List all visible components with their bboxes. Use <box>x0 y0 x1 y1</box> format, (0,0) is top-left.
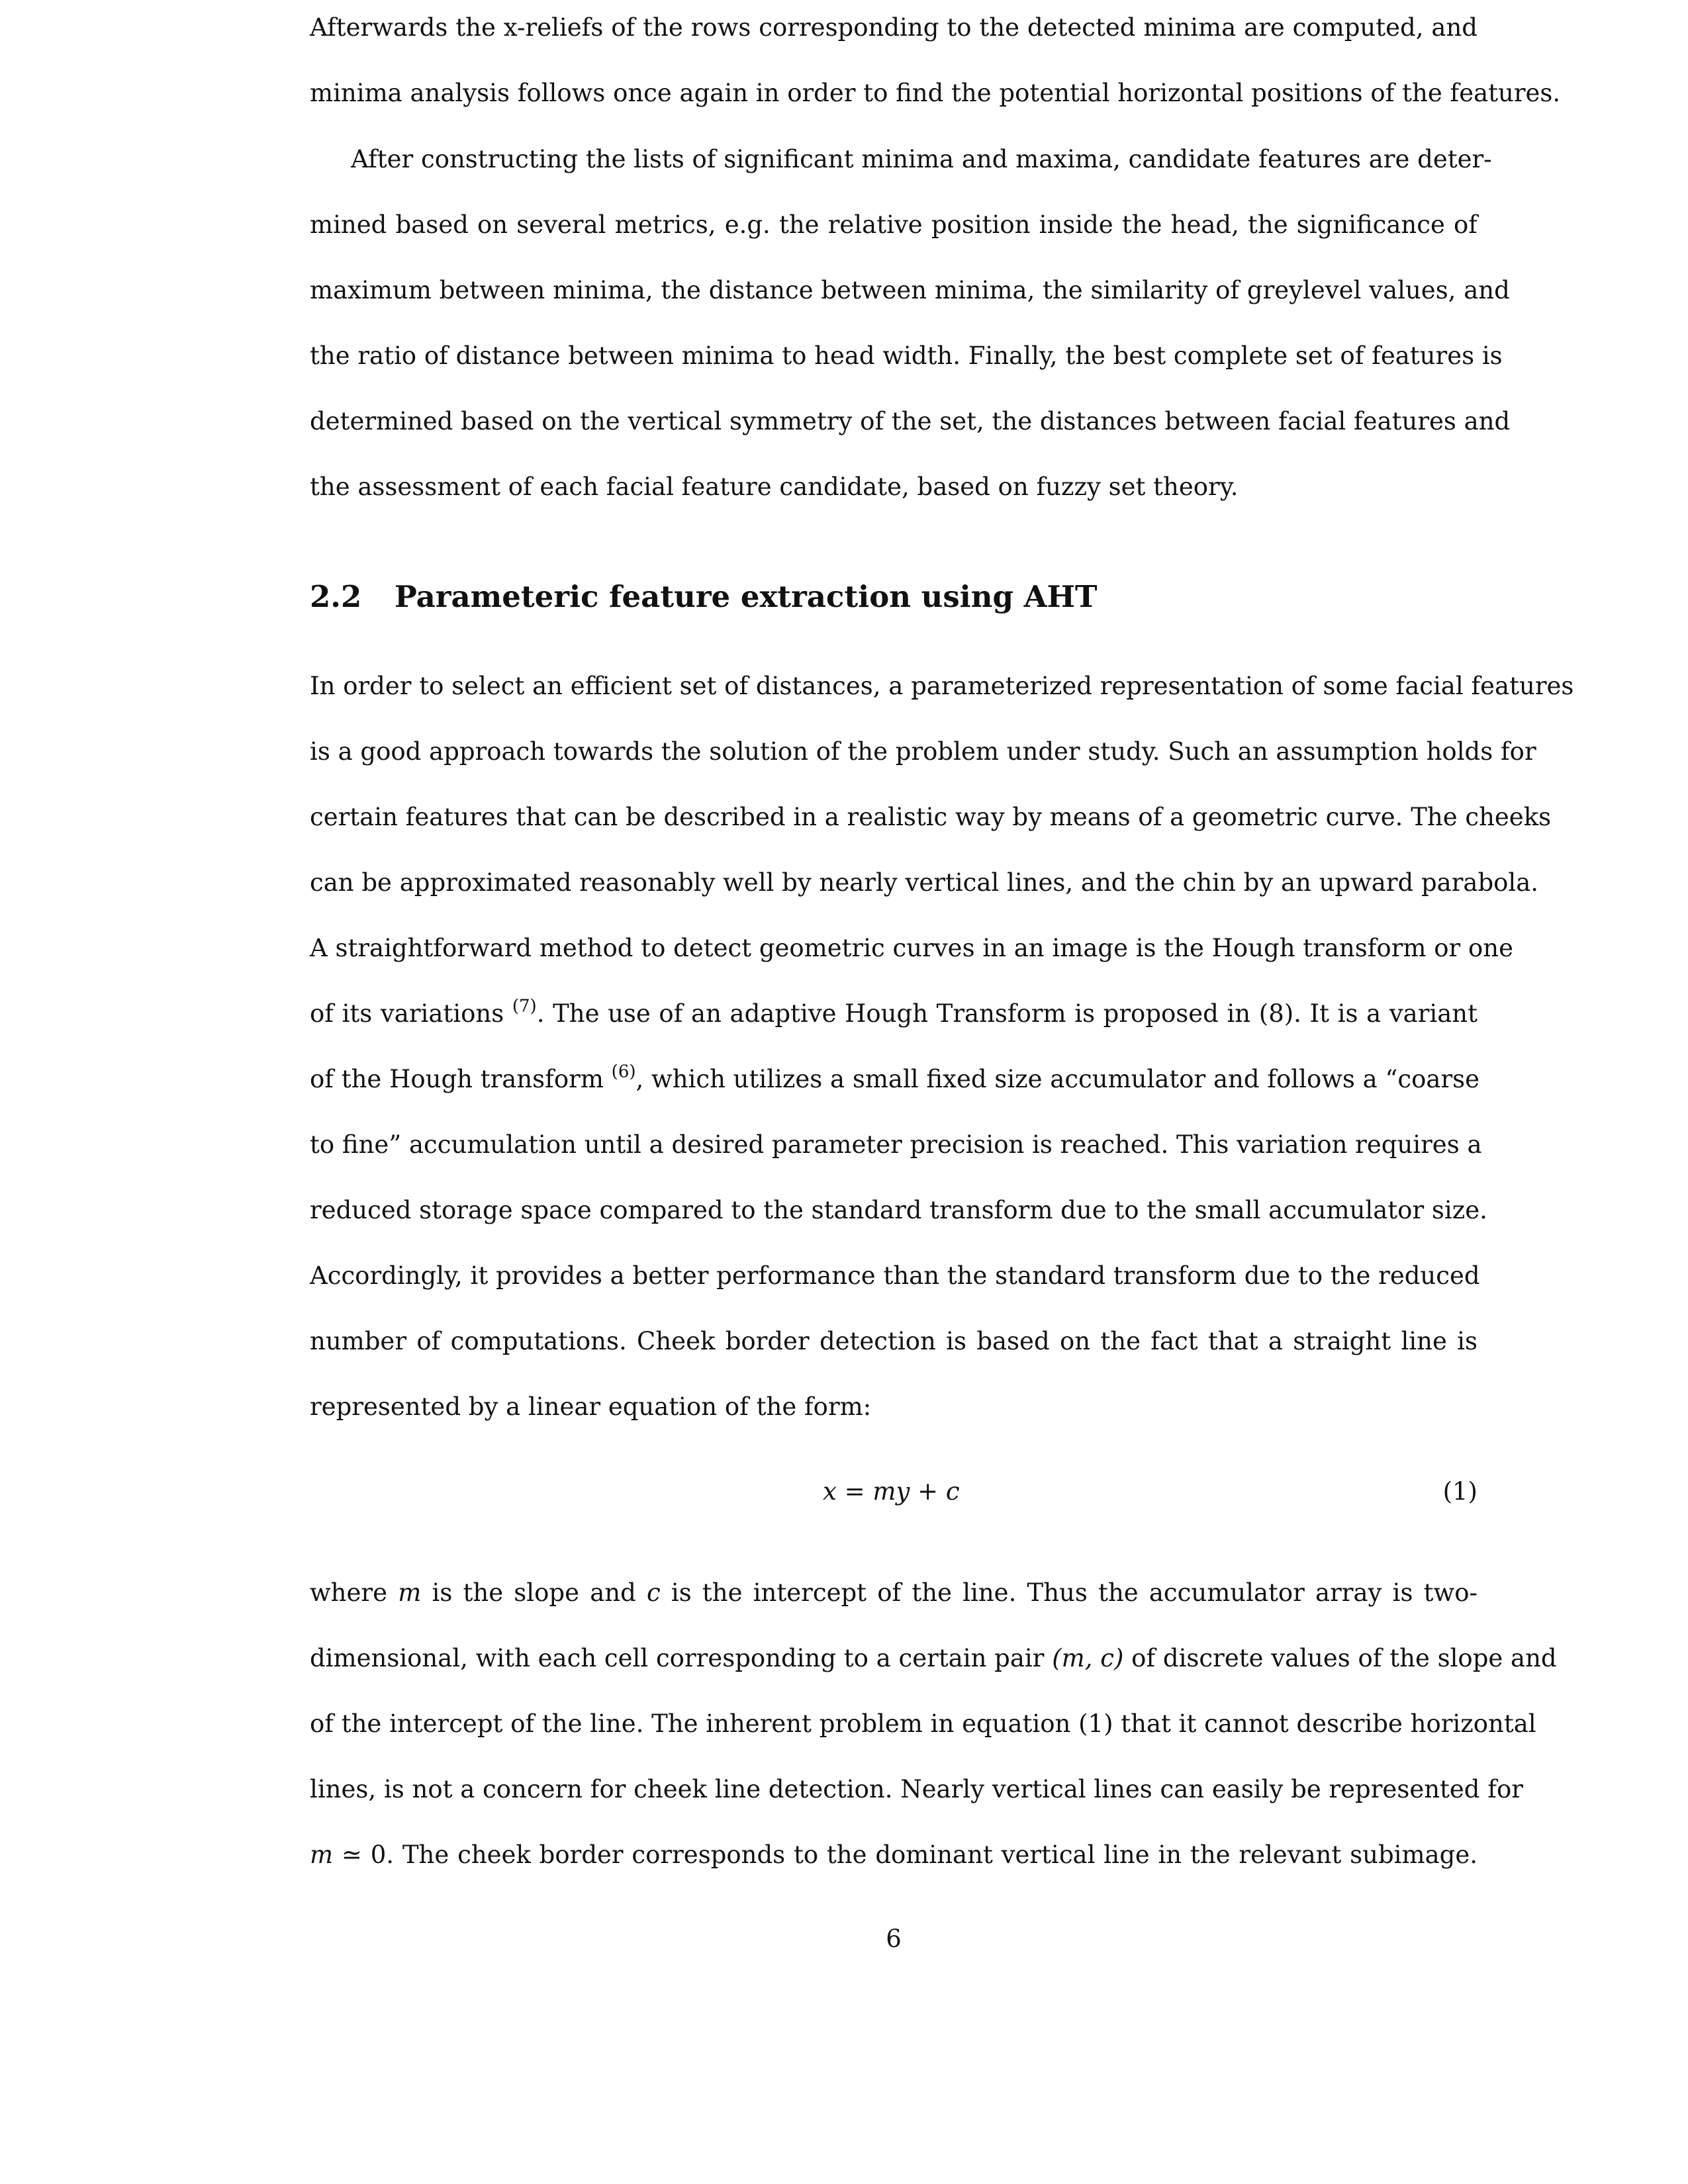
text-line-with-citation <box>310 1046 1480 1112</box>
math-variable: m <box>398 1578 422 1607</box>
text-fragment: is the slope and <box>421 1578 647 1607</box>
text-line: After constructing the lists of significant minima and maxima, candidate features are deter- <box>351 145 1492 173</box>
text-line: number of computations. Cheek border detection is based on the fact that a straight line is <box>310 1327 1477 1355</box>
citation-ref: (7) <box>512 996 537 1017</box>
text-line: the ratio of distance between minima to head width. Finally, the best complete set of features is <box>310 341 1503 370</box>
text-line-with-citation <box>310 981 1477 1046</box>
paragraph-minima-analysis <box>310 0 1561 126</box>
text-fragment: of its variations <box>310 999 512 1028</box>
text-line: can be approximated reasonably well by nearly vertical lines, and the chin by an upward parabola. <box>310 868 1539 897</box>
text-line: determined based on the vertical symmetry of the set, the distances between facial features and <box>310 407 1511 435</box>
section-heading <box>310 577 1098 617</box>
text-fragment: dimensional, with each cell corresponding to a certain pair <box>310 1644 1053 1672</box>
math-pair: (m, c) <box>1052 1644 1124 1672</box>
text-line: A straightforward method to detect geometric curves in an image is the Hough transform or one <box>310 934 1513 962</box>
text-line: mined based on several metrics, e.g. the relative position inside the head, the significance of <box>310 210 1477 239</box>
paragraph-candidate-features <box>310 126 1511 520</box>
text-line: minima analysis follows once again in order to find the potential horizontal positions of the features. <box>310 79 1561 107</box>
paragraph-accumulator <box>310 1560 1557 1888</box>
text-line <box>310 1625 1557 1691</box>
equation-number: (1) <box>1442 1477 1477 1506</box>
section-title: Parameteric feature extraction using AHT <box>395 579 1098 614</box>
text-line: to fine” accumulation until a desired parameter precision is reached. This variation requires a <box>310 1130 1482 1159</box>
citation-ref: (6) <box>611 1062 636 1082</box>
text-line <box>310 1822 1477 1888</box>
page-number: 6 <box>886 1925 902 1953</box>
math-variable: c <box>646 1578 661 1607</box>
text-fragment: of the Hough transform <box>310 1065 612 1093</box>
text-line <box>310 1560 1477 1625</box>
text-fragment: is the intercept of the line. Thus the accumulator array is two- <box>660 1578 1477 1607</box>
text-line: of the intercept of the line. The inherent problem in equation (1) that it cannot describe horizontal <box>310 1709 1536 1738</box>
section-number: 2.2 <box>310 579 362 614</box>
text-line: Accordingly, it provides a better performance than the standard transform due to the reduced <box>310 1261 1480 1290</box>
text-fragment: ≃ 0. The cheek border corresponds to the dominant vertical line in the relevant subimage. <box>333 1841 1477 1869</box>
text-line: reduced storage space compared to the standard transform due to the small accumulator size. <box>310 1196 1487 1224</box>
text-line: is a good approach towards the solution of the problem under study. Such an assumption holds for <box>310 737 1536 766</box>
paragraph-hough-transform <box>310 653 1574 1439</box>
text-fragment: where <box>310 1578 399 1607</box>
text-line: Afterwards the x-reliefs of the rows corresponding to the detected minima are computed, and <box>310 13 1477 42</box>
text-line: represented by a linear equation of the form: <box>310 1392 872 1421</box>
math-variable: m <box>310 1841 334 1869</box>
text-fragment: , which utilizes a small fixed size accumulator and follows a “coarse <box>635 1065 1480 1093</box>
text-line: maximum between minima, the distance between minima, the similarity of greylevel values, and <box>310 276 1510 304</box>
text-line: lines, is not a concern for cheek line detection. Nearly vertical lines can easily be represented for <box>310 1775 1523 1803</box>
text-line: In order to select an efficient set of distances, a parameterized representation of some facial features <box>310 672 1574 700</box>
text-line: certain features that can be described in a realistic way by means of a geometric curve. The cheeks <box>310 803 1552 831</box>
text-fragment: . The use of an adaptive Hough Transform is proposed in (8). It is a variant <box>536 999 1477 1028</box>
text-fragment: of discrete values of the slope and <box>1123 1644 1557 1672</box>
equation-block <box>310 1472 1477 1512</box>
text-line: the assessment of each facial feature candidate, based on fuzzy set theory. <box>310 473 1239 501</box>
equation-expression: x = my + c <box>823 1477 960 1506</box>
